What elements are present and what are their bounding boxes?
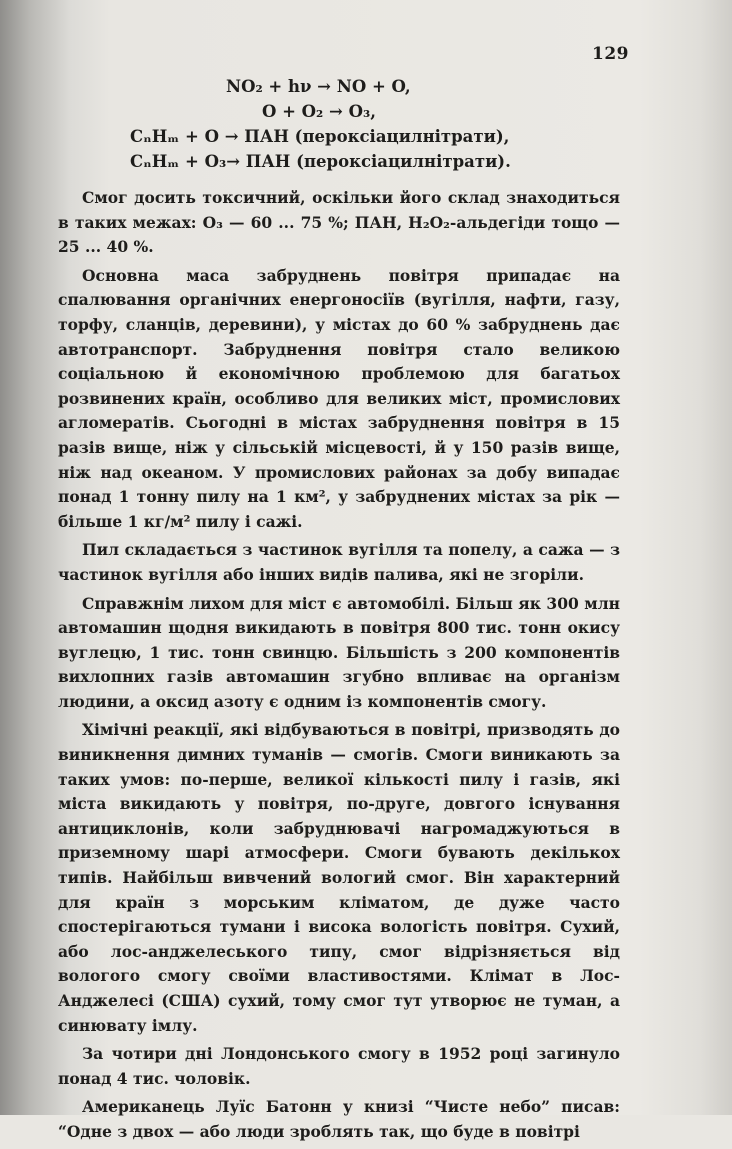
- formula-block: [0, 74, 732, 174]
- paragraph: Хімічні реакції, які відбуваються в повітрі, призводять до виникнення димних туманів — смогів. Смоги виникають за таких умов: по-перше, великої кількості пилу і газів, які міста викидають у повітря, по-друге, довгого існування антициклонів, коли забруднювачі нагромаджуються в приземному шарі атмосфери. Смоги бувають декількох типів. Найбільш вивчений вологий смог. Він характерний для країн з морським кліматом, де дуже часто спостерігаються тумани і висока вологість повітря. Сухий, або лос-анджелеського типу, смог відрізняється від вологого смогу своїми властивостями. Клімат в Лос-Анджелесі (США) сухий, тому смог тут утворює не туман, а синювату імлу.: [58, 720, 620, 1035]
- paragraph: Основна маса забруднень повітря припадає на спалювання органічних енергоносіїв (вугілля, нафти, газу, торфу, сланців, деревини), у містах до 60 % забруднень дає автотранспорт. Забруднення повітря стало великою соціальною й економічною проблемою для багатьох розвинених країн, особливо для великих міст, промислових агломератів. Сьогодні в містах забруднення повітря в 15 разів вище, ніж у сільській місцевості, й у 150 разів вище, ніж над океаном. У промислових районах за добу випадає понад 1 тонну пилу на 1 км², у забруднених містах за рік — більше 1 кг/м² пилу і сажі.: [58, 265, 620, 531]
- paragraph: Американець Луїс Батонн у книзі “Чисте небо” писав: “Одне з двох — або люди зроблять так, що буде в повітрі: [58, 1097, 620, 1141]
- paragraph: Смог досить токсичний, оскільки його склад знаходиться в таких межах: O₃ — 60 ... 75 %; ПАН, H₂O₂-альдегіди тощо — 25 ... 40 %.: [58, 188, 620, 257]
- paragraph: Пил складається з частинок вугілля та попелу, а сажа — з частинок вугілля або інших видів палива, які не згоріли.: [58, 540, 620, 584]
- paragraph: Справжнім лихом для міст є автомобілі. Більш як 300 млн автомашин щодня викидають в повітря 800 тис. тонн окису вуглецю, 1 тис. тонн свинцю. Більшість з 200 компонентів вихлопних газів автомашин згубно впливає на організм людини, а оксид азоту є одним із компонентів смогу.: [58, 593, 620, 711]
- page-number: 129: [592, 44, 629, 64]
- formula-line: CₙHₘ + O₃→ ПАН (пероксіацилнітрати).: [130, 152, 511, 171]
- formula-line: O + O₂ → O₃,: [262, 102, 376, 121]
- body-text: [58, 186, 620, 1149]
- formula-line: CₙHₘ + O → ПАН (пероксіацилнітрати),: [130, 127, 510, 146]
- formula-line: NO₂ + hν → NO + O,: [226, 77, 411, 96]
- paragraph: За чотири дні Лондонського смогу в 1952 році загинуло понад 4 тис. чоловік.: [58, 1044, 620, 1088]
